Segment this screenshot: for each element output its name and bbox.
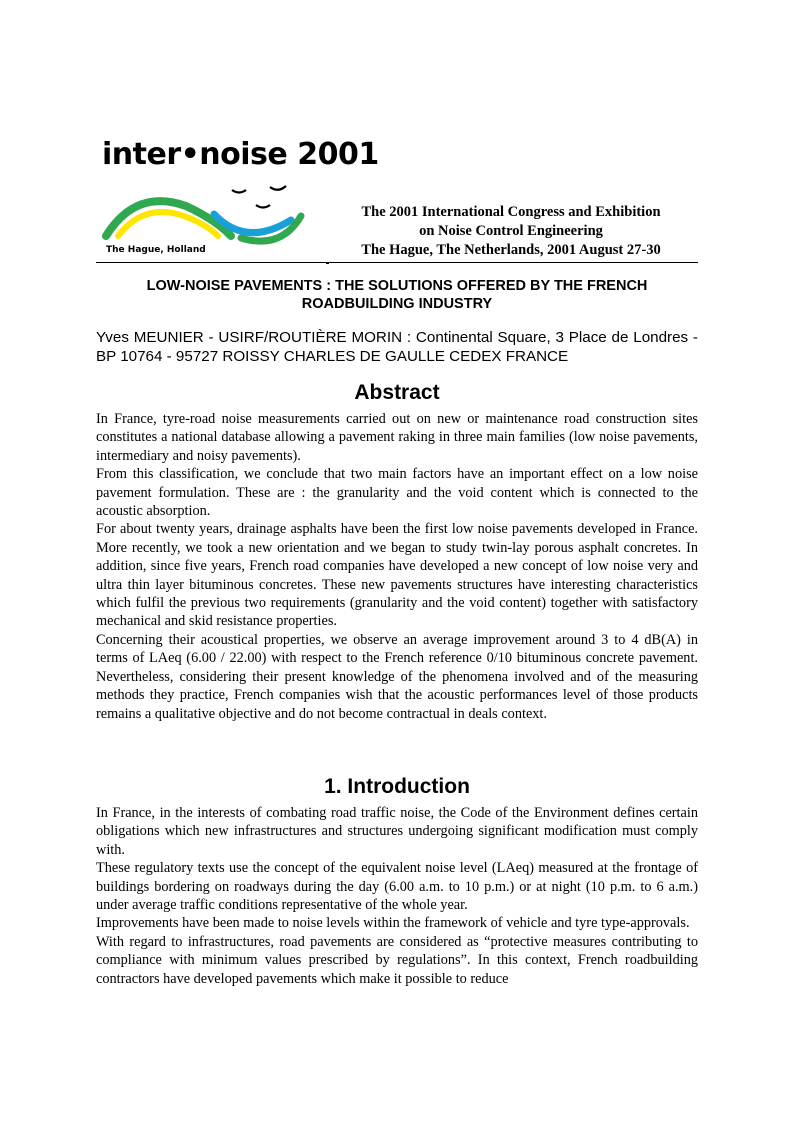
introduction-body xyxy=(96,804,698,988)
introduction-paragraph: These regulatory texts use the concept of the equivalent noise level (LAeq) measured at the frontage of buildings bordering on roadways during the day (6.00 a.m. to 10 p.m.) or at night (10 p.m. to 6 a.m.) under average traffic conditions representative of the whole year. xyxy=(96,860,698,914)
author-affiliation: Yves MEUNIER - USIRF/ROUTIÈRE MORIN : Continental Square, 3 Place de Londres - BP 10764 - 95727 ROISSY CHARLES DE GAULLE CEDEX FRANCE xyxy=(96,329,698,365)
introduction-heading: 1. Introduction xyxy=(324,775,470,798)
abstract-paragraph: From this classification, we conclude that two main factors have an important effect on a low noise pavement formulation. These are : the granularity and the void content which is connected to the acoustic absorption. xyxy=(96,466,698,520)
conference-info xyxy=(336,203,686,260)
conference-line-1: The 2001 International Congress and Exhibition xyxy=(361,204,661,220)
conference-line-2: on Noise Control Engineering xyxy=(419,223,603,239)
paper-title xyxy=(96,277,698,313)
abstract-paragraph: In France, tyre-road noise measurements carried out on new or maintenance road construction sites constitutes a national database allowing a pavement raking in three main families (low noise pavements, intermediary and noisy pavements). xyxy=(96,411,698,464)
abstract-heading: Abstract xyxy=(354,381,440,404)
header-divider xyxy=(96,262,698,263)
paper-title-line-1: LOW-NOISE PAVEMENTS : THE SOLUTIONS OFFERED BY THE FRENCH xyxy=(146,278,648,294)
logo-waves-graphic xyxy=(96,178,336,248)
logo-wordmark: inter•noise 2001 xyxy=(102,137,379,172)
conference-logo xyxy=(96,137,379,262)
abstract-paragraph: Concerning their acoustical properties, we observe an average improvement around 3 to 4 dB(A) in terms of LAeq (6.00 / 22.00) with respect to the French reference 0/10 bituminous concrete pavement. Nevertheless, considering their present knowledge of the phenomena involved and of the measuring methods they practice, French companies wish that the acoustic performances level of those products remains a qualitative objective and do not become contractual in deals context. xyxy=(96,631,698,722)
logo-caption: The Hague, Holland xyxy=(106,245,206,255)
paper-title-line-2: ROADBUILDING INDUSTRY xyxy=(301,296,493,312)
conference-line-3: The Hague, The Netherlands, 2001 August 27-30 xyxy=(361,242,661,258)
abstract-paragraph: For about twenty years, drainage asphalts have been the first low noise pavements developed in France. More recently, we took a new orientation and we began to study twin-lay porous asphalt concretes. In addition, since five years, French road companies have developed a new concept of low noise very and ultra thin layer bituminous concretes. These new pavements structures have interesting characteristics which fulfil the previous two requirements (granularity and the void content) together with satisfactory mechanical and skid resistance properties. xyxy=(96,521,698,630)
abstract-body xyxy=(96,410,698,723)
header-divider-mark xyxy=(326,262,329,264)
introduction-paragraph: With regard to infrastructures, road pavements are considered as “protective measures contributing to compliance with minimum values prescribed by regulations”. In this context, French roadbuilding contractors have developed pavements which make it possible to reduce xyxy=(96,933,698,987)
introduction-paragraph: In France, in the interests of combating road traffic noise, the Code of the Environment defines certain obligations which new infrastructures and structures undergoing significant modification must comply with. xyxy=(96,805,698,858)
introduction-paragraph: Improvements have been made to noise levels within the framework of vehicle and tyre type-approvals. xyxy=(96,915,690,932)
